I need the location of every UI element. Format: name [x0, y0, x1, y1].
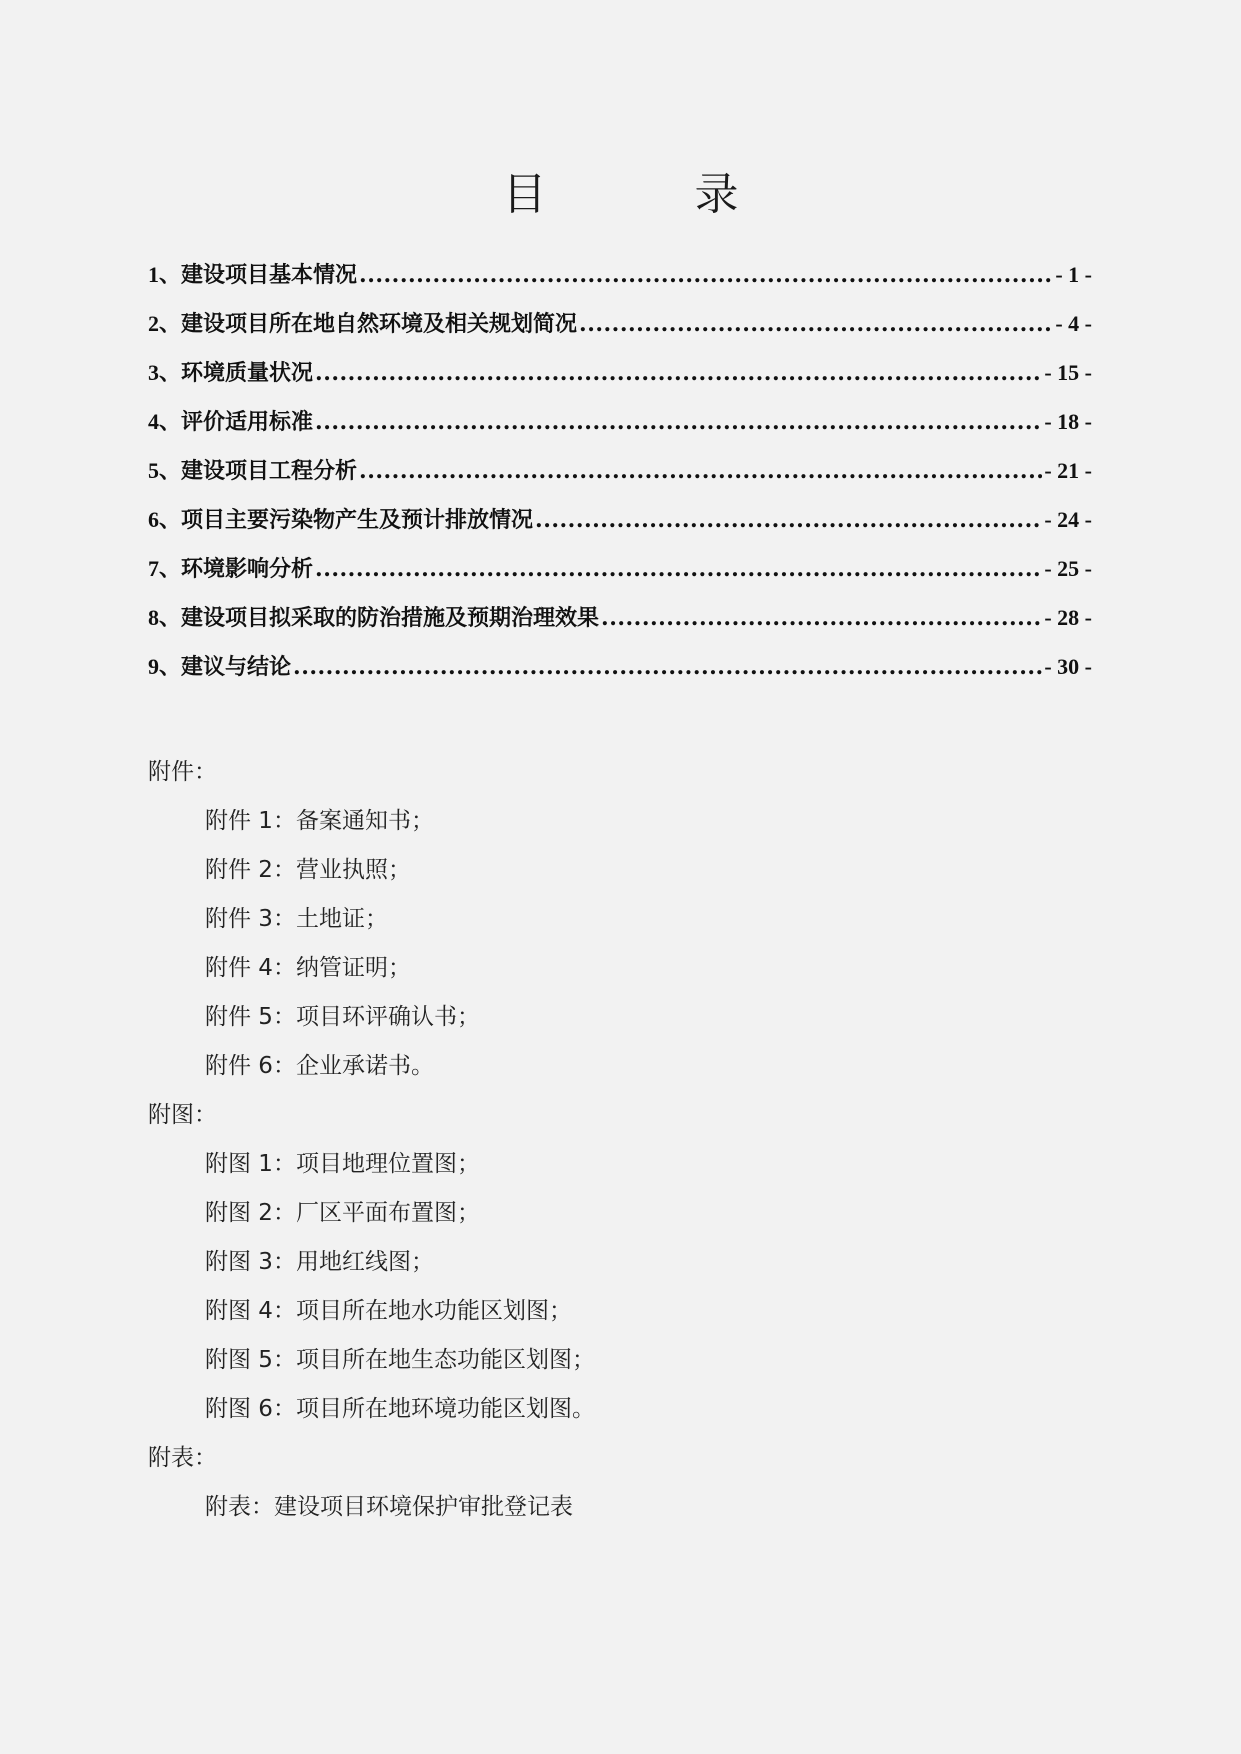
page-title: 目 录 [502, 169, 791, 220]
toc-entry-title: 建设项目基本情况 [181, 263, 358, 288]
toc-dot-leader [315, 360, 1042, 386]
figure-item: 附图 4：项目所在地水功能区划图； [205, 1298, 572, 1324]
figure-item: 附图 1：项目地理位置图； [205, 1151, 480, 1177]
toc-entry-page: - 4 - [1055, 311, 1092, 336]
toc-entry[interactable] [148, 405, 1092, 454]
toc-entry-number: 6、 [148, 507, 182, 532]
toc-entry-number: 5、 [148, 458, 182, 483]
toc-entry[interactable] [148, 454, 1092, 503]
toc-entry-title: 评价适用标准 [181, 410, 314, 435]
toc-entry-number: 3、 [148, 360, 182, 385]
tables-heading: 附表： [148, 1445, 217, 1471]
table-of-contents [148, 258, 1092, 699]
toc-entry-page: - 28 - [1044, 605, 1092, 630]
attachment-item: 附件 2：营业执照； [205, 857, 411, 883]
toc-entry-page: - 18 - [1044, 409, 1092, 434]
attachment-item: 附件 6：企业承诺书。 [205, 1053, 434, 1079]
toc-entry-title: 建设项目拟采取的防治措施及预期治理效果 [181, 606, 600, 631]
toc-dot-leader [315, 409, 1042, 435]
toc-entry[interactable] [148, 650, 1092, 699]
toc-entry[interactable] [148, 552, 1092, 601]
toc-entry[interactable] [148, 307, 1092, 356]
toc-entry-page: - 30 - [1044, 654, 1092, 679]
toc-entry-title: 环境质量状况 [181, 361, 314, 386]
toc-entry-number: 2、 [148, 311, 182, 336]
toc-entry-page: - 1 - [1055, 262, 1092, 287]
toc-entry-number: 8、 [148, 605, 182, 630]
toc-entry-number: 7、 [148, 556, 182, 581]
attachment-item: 附件 3：土地证； [205, 906, 388, 932]
appendix-list [148, 748, 1092, 1532]
toc-entry-number: 9、 [148, 654, 182, 679]
toc-entry[interactable] [148, 258, 1092, 307]
attachment-item: 附件 1：备案通知书； [205, 808, 434, 834]
toc-dot-leader [293, 654, 1042, 680]
toc-dot-leader [579, 311, 1053, 337]
toc-entry-page: - 15 - [1044, 360, 1092, 385]
toc-entry-title: 建议与结论 [181, 655, 292, 680]
toc-entry-number: 4、 [148, 409, 182, 434]
toc-entry-page: - 25 - [1044, 556, 1092, 581]
figures-heading: 附图： [148, 1102, 217, 1128]
figure-item: 附图 3：用地红线图； [205, 1249, 434, 1275]
toc-entry-page: - 21 - [1044, 458, 1092, 483]
toc-dot-leader [359, 262, 1053, 288]
attachment-item: 附件 5：项目环评确认书； [205, 1004, 480, 1030]
figure-item: 附图 6：项目所在地环境功能区划图。 [205, 1396, 595, 1422]
toc-entry[interactable] [148, 601, 1092, 650]
attachments-heading: 附件： [148, 759, 217, 785]
attachment-item: 附件 4：纳管证明； [205, 955, 411, 981]
toc-entry[interactable] [148, 503, 1092, 552]
toc-entry[interactable] [148, 356, 1092, 405]
toc-entry-title: 项目主要污染物产生及预计排放情况 [181, 508, 534, 533]
toc-dot-leader [535, 507, 1042, 533]
toc-entry-number: 1、 [148, 262, 182, 287]
table-item: 附表：建设项目环境保护审批登记表 [205, 1494, 573, 1520]
toc-entry-title: 建设项目工程分析 [181, 459, 358, 484]
figure-item: 附图 2：厂区平面布置图； [205, 1200, 480, 1226]
toc-entry-title: 环境影响分析 [181, 557, 314, 582]
toc-entry-title: 建设项目所在地自然环境及相关规划简况 [181, 312, 578, 337]
toc-dot-leader [315, 556, 1042, 582]
toc-entry-page: - 24 - [1044, 507, 1092, 532]
toc-dot-leader [359, 458, 1042, 484]
figure-item: 附图 5：项目所在地生态功能区划图； [205, 1347, 595, 1373]
toc-dot-leader [601, 605, 1042, 631]
